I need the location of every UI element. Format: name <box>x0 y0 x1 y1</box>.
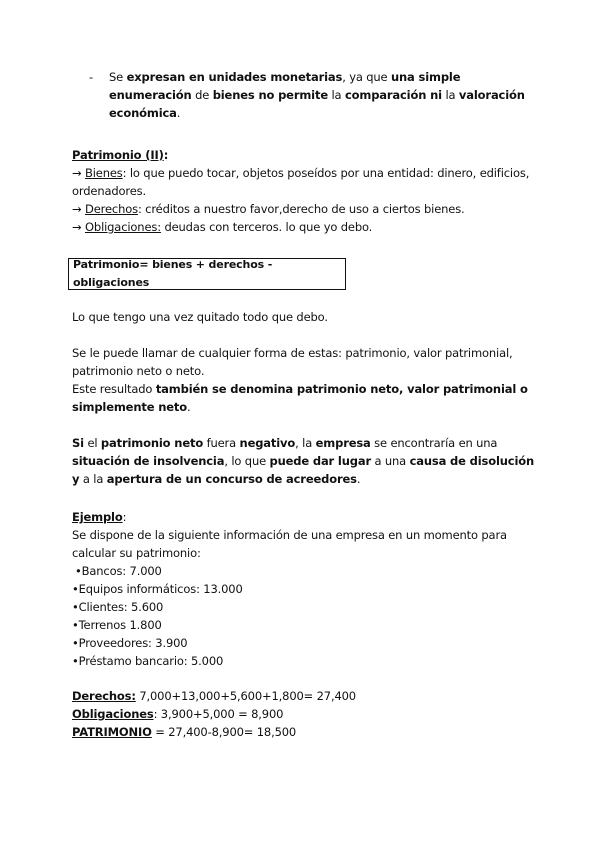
patrimonio-calc-value: = 27,400-8,900= 18,500 <box>151 725 297 739</box>
text-run: , la <box>295 436 316 450</box>
patrimonio-ii-section <box>72 146 542 236</box>
text-run: a la <box>79 472 107 486</box>
bold-run: causa de disolución y <box>72 454 535 486</box>
bold-run: bienes no permite <box>212 88 328 102</box>
patrimonio-calc-label: PATRIMONIO <box>72 725 152 739</box>
bold-run: negativo <box>239 436 296 450</box>
bienes-text: : lo que puedo tocar, objetos poseídos por una entidad: dinero, edificios, ordenadores. <box>72 166 530 198</box>
arrow-icon: → <box>72 166 82 180</box>
paragraph-formas <box>72 344 542 416</box>
patrimonio-calc-line <box>72 723 542 741</box>
bienes-line <box>72 164 542 200</box>
bold-run: empresa <box>315 436 371 450</box>
text-run: . <box>187 400 191 414</box>
arrow-icon: → <box>72 202 82 216</box>
bold-run: también se denomina patrimonio neto, valor patrimonial o simplemente neto <box>72 382 528 414</box>
bold-run: situación de insolvencia <box>72 454 225 468</box>
list-item: •Terrenos 1.800 <box>72 618 162 632</box>
paragraph-negativo <box>72 434 542 488</box>
obligaciones-text: deudas con terceros. lo que yo debo. <box>160 220 373 234</box>
heading-text: Patrimonio (II) <box>72 148 164 162</box>
bold-run: puede dar lugar <box>269 454 371 468</box>
derechos-text: : créditos a nuestro favor,derecho de uso a ciertos bienes. <box>137 202 465 216</box>
list-item: •Clientes: 5.600 <box>72 600 164 614</box>
bold-run: expresan en unidades monetarias <box>126 70 343 84</box>
derechos-line <box>72 200 542 218</box>
text-run: . <box>176 106 181 120</box>
obligaciones-line <box>72 218 542 236</box>
document-body <box>72 68 542 741</box>
paragraph-quitado: Lo que tengo una vez quitado todo que debo. <box>72 310 328 324</box>
text-run: fuera <box>203 436 240 450</box>
bold-run: una simple enumeración <box>109 70 461 102</box>
derechos-label: Derechos <box>85 202 138 216</box>
intro-bullet <box>72 68 542 122</box>
arrow-icon: → <box>72 220 82 234</box>
obligaciones-calc-label: Obligaciones <box>72 707 154 721</box>
derechos-calc-value: 7,000+13,000+5,600+1,800= 27,400 <box>135 689 356 703</box>
bienes-label: Bienes <box>85 166 123 180</box>
bold-run: valoración económica <box>109 88 525 120</box>
derechos-calc-line <box>72 687 542 705</box>
text-run: . <box>356 472 361 486</box>
text-run: Se <box>109 70 127 84</box>
derechos-calc-label: Derechos: <box>72 689 136 703</box>
heading-colon: : <box>163 148 169 162</box>
obligaciones-label: Obligaciones: <box>85 220 161 234</box>
list-item: •Préstamo bancario: 5.000 <box>72 654 224 668</box>
text-run: la <box>441 88 459 102</box>
ejemplo-intro: Se dispone de la siguiente información de una empresa en un momento para calcular su patrimonio: <box>72 528 507 560</box>
bold-run: apertura de un concurso de acreedores <box>106 472 357 486</box>
text-run: a una <box>370 454 410 468</box>
formula-box <box>68 258 346 290</box>
heading-text: Ejemplo <box>72 510 123 524</box>
formula-text: Patrimonio= bienes + derechos - obligaciones <box>73 258 273 289</box>
section-heading <box>72 146 542 164</box>
list-item: •Equipos informáticos: 13.000 <box>72 582 243 596</box>
text-run: Este resultado <box>72 382 156 396</box>
obligaciones-calc-value: : 3,900+5,000 = 8,900 <box>153 707 284 721</box>
section-heading <box>72 508 542 526</box>
list-item: •Bancos: 7.000 <box>75 564 162 578</box>
text-run: se encontraría en una <box>370 436 498 450</box>
bold-run: comparación ni <box>344 88 442 102</box>
calculos-section <box>72 687 542 741</box>
text-run: el <box>83 436 101 450</box>
obligaciones-calc-line <box>72 705 542 723</box>
text-run: , lo que <box>224 454 270 468</box>
ejemplo-section <box>72 508 542 670</box>
text-run: la <box>327 88 345 102</box>
heading-colon: : <box>122 510 127 524</box>
bold-run: patrimonio neto <box>100 436 204 450</box>
text-run: Se le puede llamar de cualquier forma de estas: patrimonio, valor patrimonial, patrimonio neto o neto. <box>72 346 513 378</box>
bullet-dash: - <box>89 70 93 84</box>
list-item: •Proveedores: 3.900 <box>72 636 188 650</box>
text-run: de <box>191 88 213 102</box>
bold-run: Si <box>72 436 84 450</box>
text-run: , ya que <box>342 70 391 84</box>
intro-bullet-text <box>109 68 542 122</box>
